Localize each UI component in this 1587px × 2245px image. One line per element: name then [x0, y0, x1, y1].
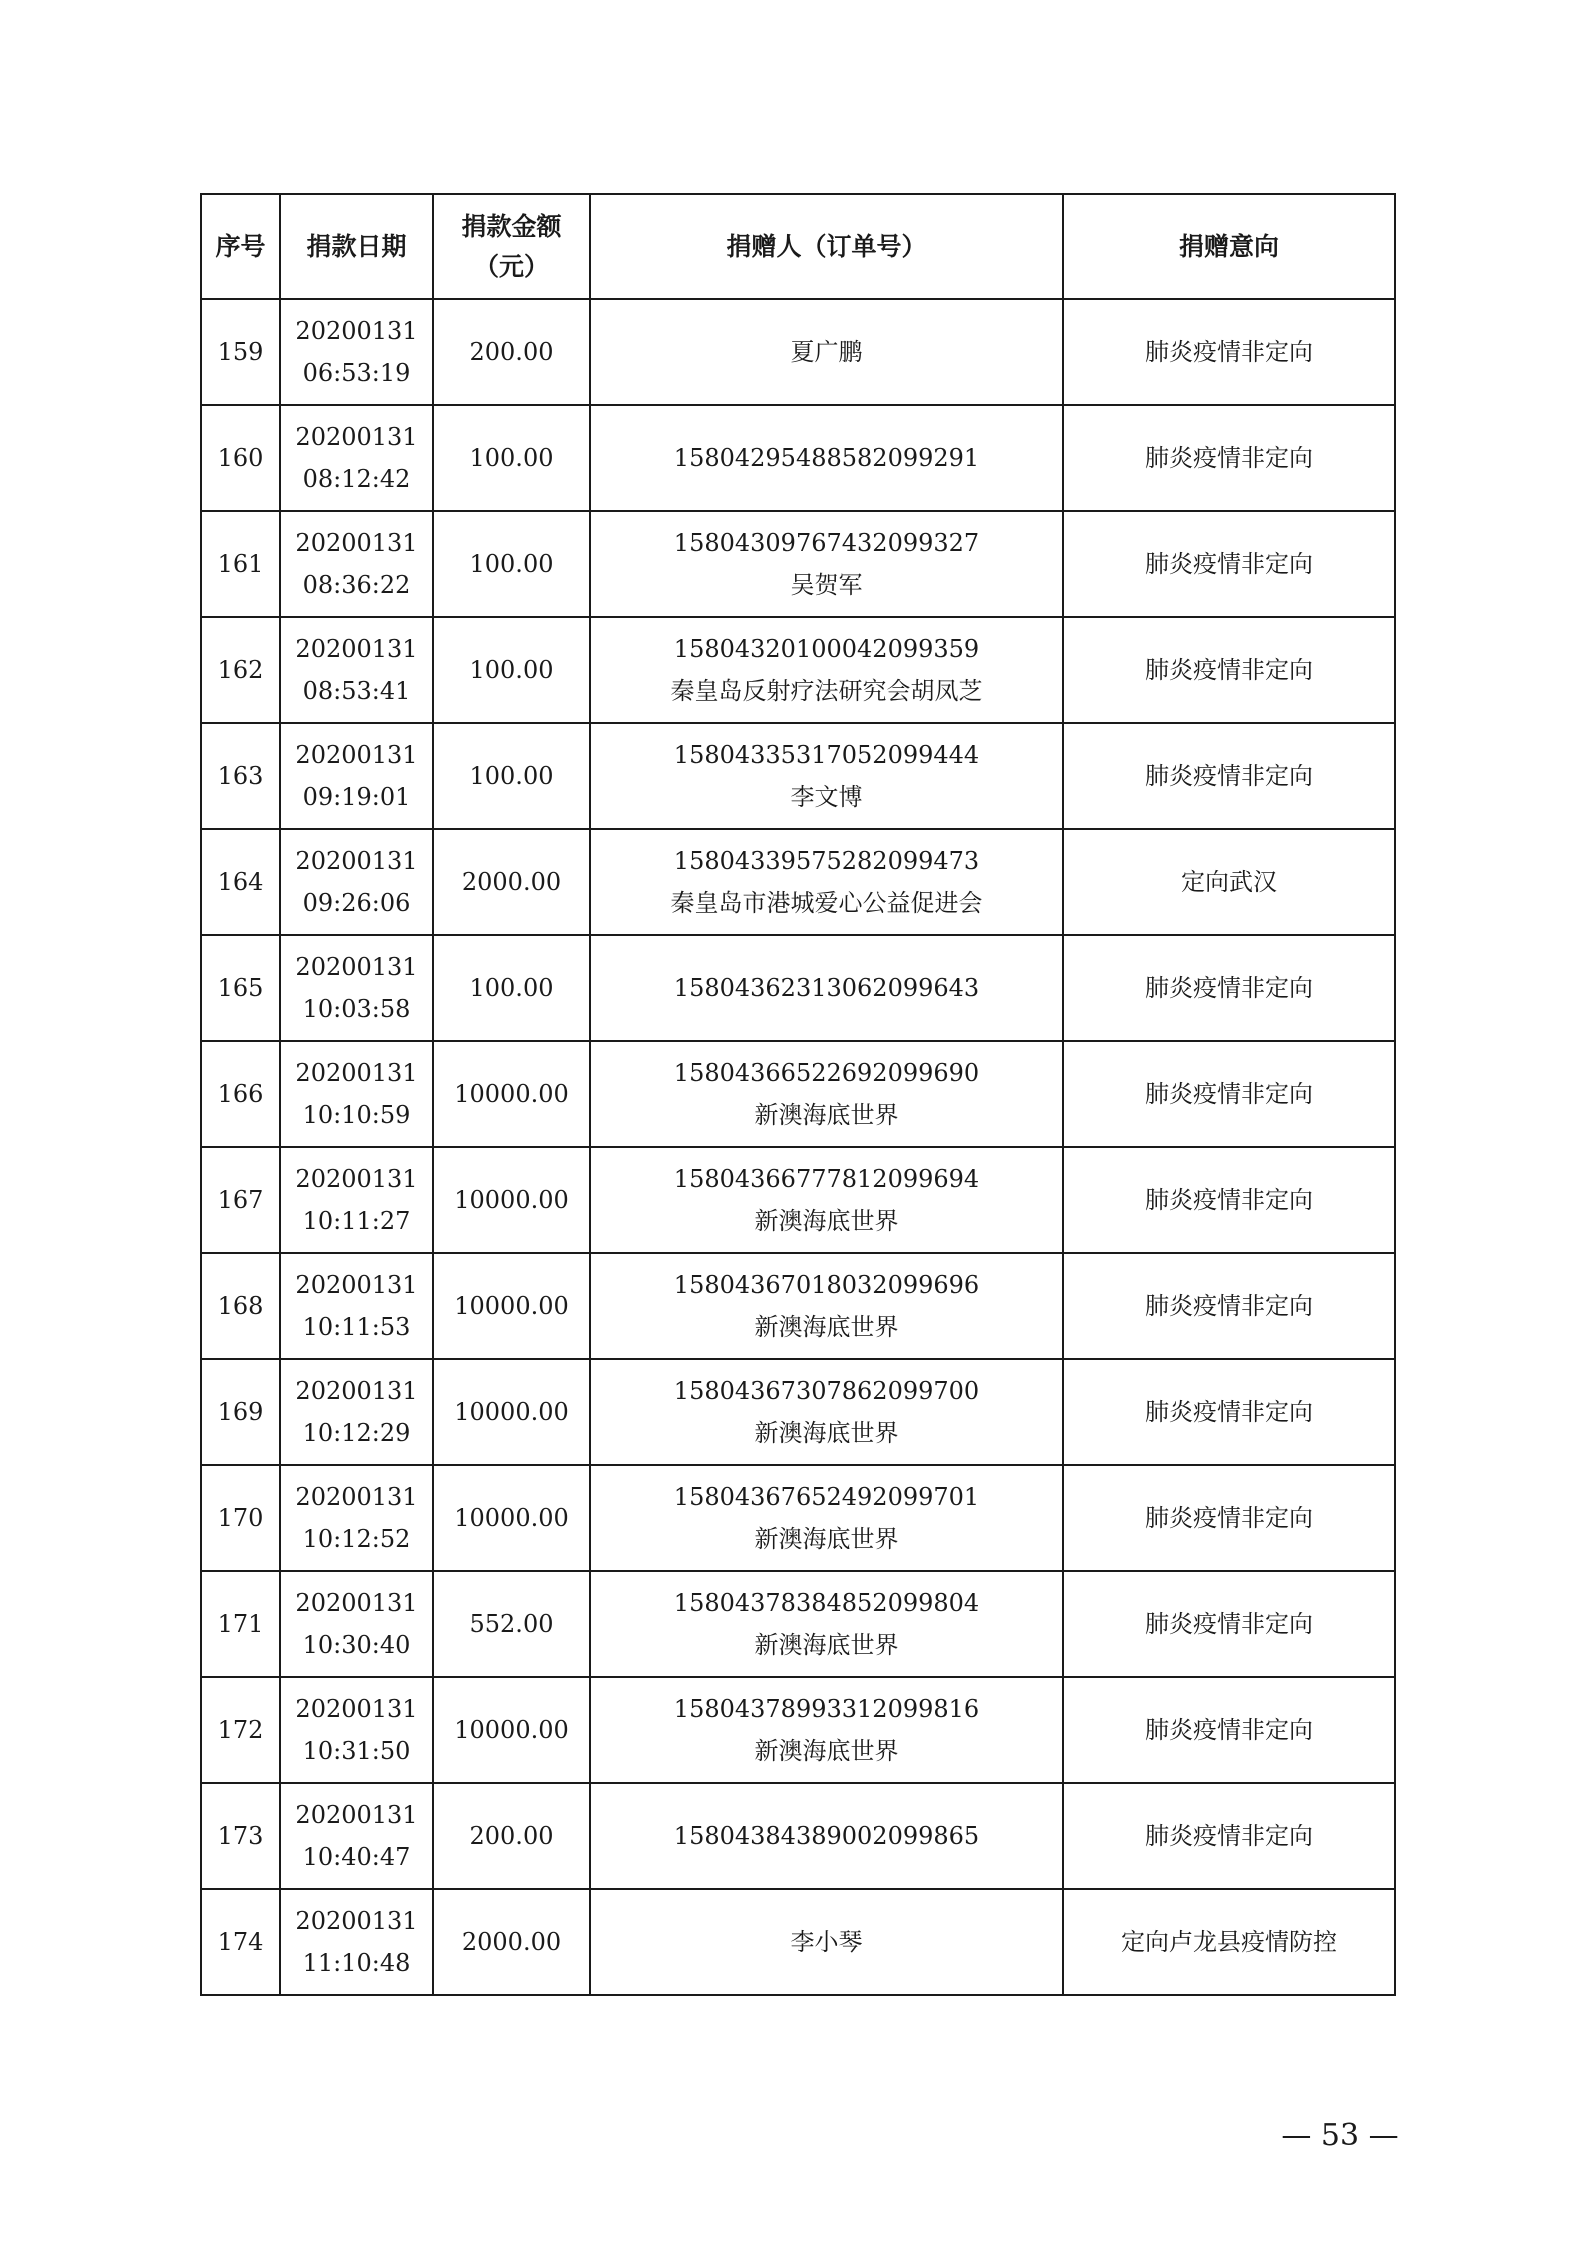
cell-date: 20200131 10:12:29 — [280, 1359, 433, 1465]
cell-date: 20200131 08:36:22 — [280, 511, 433, 617]
table-row — [201, 723, 1395, 829]
cell-amount: 10000.00 — [433, 1359, 590, 1465]
cell-donor: 15804367307862099700 新澳海底世界 — [590, 1359, 1063, 1465]
cell-no: 163 — [201, 723, 280, 829]
table-row — [201, 1147, 1395, 1253]
cell-donor: 15804362313062099643 — [590, 935, 1063, 1041]
header-no: 序号 — [201, 194, 280, 299]
cell-donor: 15804320100042099359 秦皇岛反射疗法研究会胡凤芝 — [590, 617, 1063, 723]
cell-no: 173 — [201, 1783, 280, 1889]
cell-amount: 10000.00 — [433, 1147, 590, 1253]
cell-donor: 李小琴 — [590, 1889, 1063, 1995]
cell-no: 174 — [201, 1889, 280, 1995]
table-row — [201, 1041, 1395, 1147]
cell-intent: 肺炎疫情非定向 — [1063, 299, 1395, 405]
donation-table — [200, 193, 1396, 1996]
cell-date: 20200131 08:53:41 — [280, 617, 433, 723]
cell-amount: 2000.00 — [433, 1889, 590, 1995]
cell-amount: 100.00 — [433, 617, 590, 723]
header-amount: 捐款金额 （元） — [433, 194, 590, 299]
cell-amount: 552.00 — [433, 1571, 590, 1677]
cell-donor: 15804367018032099696 新澳海底世界 — [590, 1253, 1063, 1359]
cell-intent: 肺炎疫情非定向 — [1063, 1571, 1395, 1677]
cell-amount: 2000.00 — [433, 829, 590, 935]
cell-intent: 肺炎疫情非定向 — [1063, 1359, 1395, 1465]
cell-date: 20200131 10:11:53 — [280, 1253, 433, 1359]
cell-donor: 夏广鹏 — [590, 299, 1063, 405]
cell-intent: 定向卢龙县疫情防控 — [1063, 1889, 1395, 1995]
cell-amount: 200.00 — [433, 299, 590, 405]
cell-amount: 10000.00 — [433, 1677, 590, 1783]
cell-date: 20200131 09:19:01 — [280, 723, 433, 829]
cell-date: 20200131 08:12:42 — [280, 405, 433, 511]
table-header-row — [201, 194, 1395, 299]
cell-date: 20200131 10:40:47 — [280, 1783, 433, 1889]
cell-donor: 15804295488582099291 — [590, 405, 1063, 511]
table-row — [201, 1571, 1395, 1677]
cell-date: 20200131 10:30:40 — [280, 1571, 433, 1677]
cell-donor: 15804335317052099444 李文博 — [590, 723, 1063, 829]
cell-donor: 15804384389002099865 — [590, 1783, 1063, 1889]
header-donor: 捐赠人（订单号） — [590, 194, 1063, 299]
page-number: — 53 — — [1281, 2118, 1399, 2153]
cell-donor: 15804366522692099690 新澳海底世界 — [590, 1041, 1063, 1147]
cell-intent: 肺炎疫情非定向 — [1063, 1677, 1395, 1783]
cell-amount: 10000.00 — [433, 1041, 590, 1147]
cell-date: 20200131 06:53:19 — [280, 299, 433, 405]
cell-no: 161 — [201, 511, 280, 617]
table-row — [201, 1465, 1395, 1571]
cell-amount: 100.00 — [433, 511, 590, 617]
cell-intent: 肺炎疫情非定向 — [1063, 723, 1395, 829]
cell-intent: 肺炎疫情非定向 — [1063, 405, 1395, 511]
table-row — [201, 511, 1395, 617]
cell-no: 168 — [201, 1253, 280, 1359]
cell-no: 169 — [201, 1359, 280, 1465]
table-row — [201, 299, 1395, 405]
cell-intent: 肺炎疫情非定向 — [1063, 617, 1395, 723]
cell-intent: 肺炎疫情非定向 — [1063, 1465, 1395, 1571]
cell-intent: 肺炎疫情非定向 — [1063, 935, 1395, 1041]
cell-no: 170 — [201, 1465, 280, 1571]
table-row — [201, 1783, 1395, 1889]
table-row — [201, 1359, 1395, 1465]
cell-date: 20200131 10:11:27 — [280, 1147, 433, 1253]
cell-intent: 肺炎疫情非定向 — [1063, 1253, 1395, 1359]
cell-date: 20200131 11:10:48 — [280, 1889, 433, 1995]
cell-date: 20200131 10:03:58 — [280, 935, 433, 1041]
header-date: 捐款日期 — [280, 194, 433, 299]
cell-date: 20200131 10:12:52 — [280, 1465, 433, 1571]
table-body — [201, 299, 1395, 1995]
cell-donor: 15804309767432099327 吴贺军 — [590, 511, 1063, 617]
table-row — [201, 617, 1395, 723]
cell-intent: 定向武汉 — [1063, 829, 1395, 935]
cell-donor: 15804367652492099701 新澳海底世界 — [590, 1465, 1063, 1571]
table-row — [201, 1677, 1395, 1783]
cell-no: 159 — [201, 299, 280, 405]
cell-amount: 100.00 — [433, 405, 590, 511]
cell-donor: 15804378993312099816 新澳海底世界 — [590, 1677, 1063, 1783]
cell-no: 164 — [201, 829, 280, 935]
cell-date: 20200131 09:26:06 — [280, 829, 433, 935]
cell-no: 166 — [201, 1041, 280, 1147]
cell-intent: 肺炎疫情非定向 — [1063, 1041, 1395, 1147]
cell-amount: 200.00 — [433, 1783, 590, 1889]
cell-amount: 100.00 — [433, 935, 590, 1041]
cell-no: 167 — [201, 1147, 280, 1253]
header-intent: 捐赠意向 — [1063, 194, 1395, 299]
cell-donor: 15804339575282099473 秦皇岛市港城爱心公益促进会 — [590, 829, 1063, 935]
cell-date: 20200131 10:31:50 — [280, 1677, 433, 1783]
table-row — [201, 405, 1395, 511]
cell-amount: 10000.00 — [433, 1465, 590, 1571]
cell-intent: 肺炎疫情非定向 — [1063, 511, 1395, 617]
table-row — [201, 1253, 1395, 1359]
cell-donor: 15804378384852099804 新澳海底世界 — [590, 1571, 1063, 1677]
cell-no: 171 — [201, 1571, 280, 1677]
cell-amount: 100.00 — [433, 723, 590, 829]
cell-date: 20200131 10:10:59 — [280, 1041, 433, 1147]
cell-no: 160 — [201, 405, 280, 511]
cell-donor: 15804366777812099694 新澳海底世界 — [590, 1147, 1063, 1253]
table-row — [201, 1889, 1395, 1995]
table-row — [201, 829, 1395, 935]
cell-no: 162 — [201, 617, 280, 723]
cell-no: 165 — [201, 935, 280, 1041]
cell-no: 172 — [201, 1677, 280, 1783]
cell-intent: 肺炎疫情非定向 — [1063, 1147, 1395, 1253]
table-row — [201, 935, 1395, 1041]
cell-amount: 10000.00 — [433, 1253, 590, 1359]
cell-intent: 肺炎疫情非定向 — [1063, 1783, 1395, 1889]
